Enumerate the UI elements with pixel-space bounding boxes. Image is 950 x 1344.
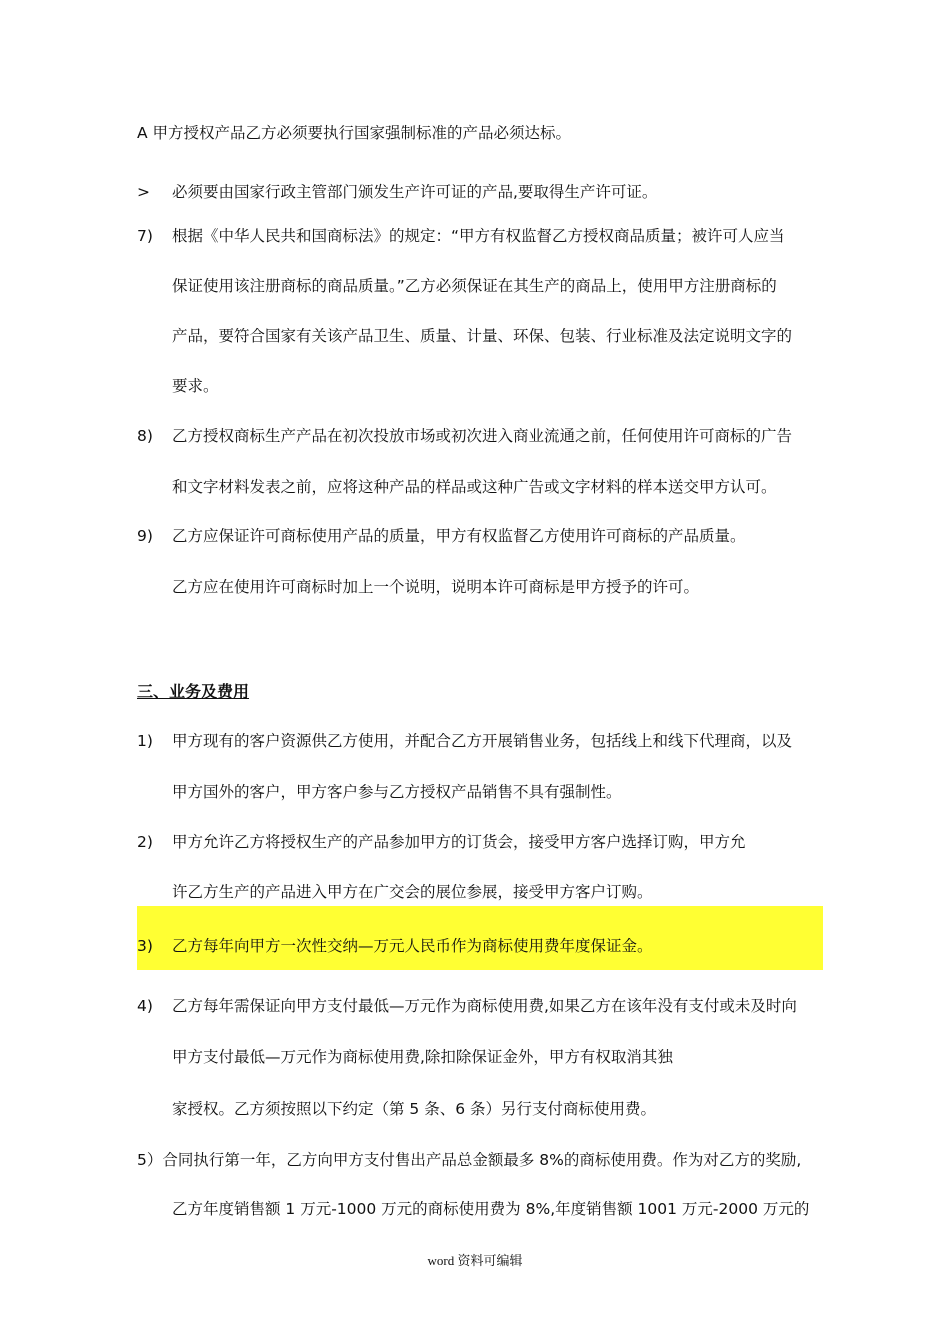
section-item-4-line-1: 乙方每年需保证向甲方支付最低—万元作为商标使用费,如果乙方在该年没有支付或未及时向	[172, 997, 797, 1015]
section-item-4-line-3: 家授权。乙方须按照以下约定（第 5 条、6 条）另行支付商标使用费。	[172, 1100, 657, 1118]
clause-9-line-2: 乙方应在使用许可商标时加上一个说明，说明本许可商标是甲方授予的许可。	[172, 578, 700, 596]
section-item-2-line-2: 许乙方生产的产品进入甲方在广交会的展位参展，接受甲方客户订购。	[172, 883, 653, 901]
clause-8-number: 8)	[137, 427, 153, 445]
section-item-2-number: 2)	[137, 833, 153, 851]
clause-7-number: 7)	[137, 227, 153, 245]
clause-8-line-2: 和文字材料发表之前，应将这种产品的样品或这种广告或文字材料的样本送交甲方认可。	[172, 478, 777, 496]
clause-7-line-3: 产品，要符合国家有关该产品卫生、质量、计量、环保、包装、行业标准及法定说明文字的	[172, 327, 793, 345]
section-item-4-line-2: 甲方支付最低—万元作为商标使用费,除扣除保证金外，甲方有权取消其独	[172, 1048, 673, 1066]
section-item-5-line-2: 乙方年度销售额 1 万元-1000 万元的商标使用费为 8%,年度销售额 1001 万元-2000 万元的	[172, 1200, 810, 1218]
clause-7-line-2: 保证使用该注册商标的商品质量。”乙方必须保证在其生产的商品上，使用甲方注册商标的	[172, 277, 777, 295]
clause-7-line-1: 根据《中华人民共和国商标法》的规定：“甲方有权监督乙方授权商品质量；被许可人应当	[172, 227, 785, 245]
section-item-1-line-1: 甲方现有的客户资源供乙方使用，并配合乙方开展销售业务，包括线上和线下代理商，以及	[172, 732, 793, 750]
clause-a: A 甲方授权产品乙方必须要执行国家强制标准的产品必须达标。	[137, 124, 572, 142]
section-item-1-line-2: 甲方国外的客户，甲方客户参与乙方授权产品销售不具有强制性。	[172, 783, 622, 801]
page-footer: word 资料可编辑	[427, 1253, 523, 1268]
section-item-3-number: 3)	[137, 937, 153, 955]
section-item-1-number: 1)	[137, 732, 153, 750]
section-item-2-line-1: 甲方允许乙方将授权生产的产品参加甲方的订货会，接受甲方客户选择订购，甲方允	[172, 833, 746, 851]
section-item-4-number: 4)	[137, 997, 153, 1015]
clause-9-number: 9)	[137, 527, 153, 545]
section-heading: 三、业务及费用	[137, 682, 250, 701]
section-item-3-line-1: 乙方每年向甲方一次性交纳—万元人民币作为商标使用费年度保证金。	[172, 937, 653, 955]
bullet-text: 必须要由国家行政主管部门颁发生产许可证的产品,要取得生产许可证。	[172, 183, 658, 201]
bullet-marker: >	[137, 183, 150, 201]
clause-9-line-1: 乙方应保证许可商标使用产品的质量，甲方有权监督乙方使用许可商标的产品质量。	[172, 527, 746, 545]
section-item-5-line-1: 5）合同执行第一年，乙方向甲方支付售出产品总金额最多 8%的商标使用费。作为对乙方的奖励,	[137, 1151, 802, 1169]
clause-8-line-1: 乙方授权商标生产产品在初次投放市场或初次进入商业流通之前，任何使用许可商标的广告	[172, 427, 793, 445]
clause-7-line-4: 要求。	[172, 377, 219, 395]
